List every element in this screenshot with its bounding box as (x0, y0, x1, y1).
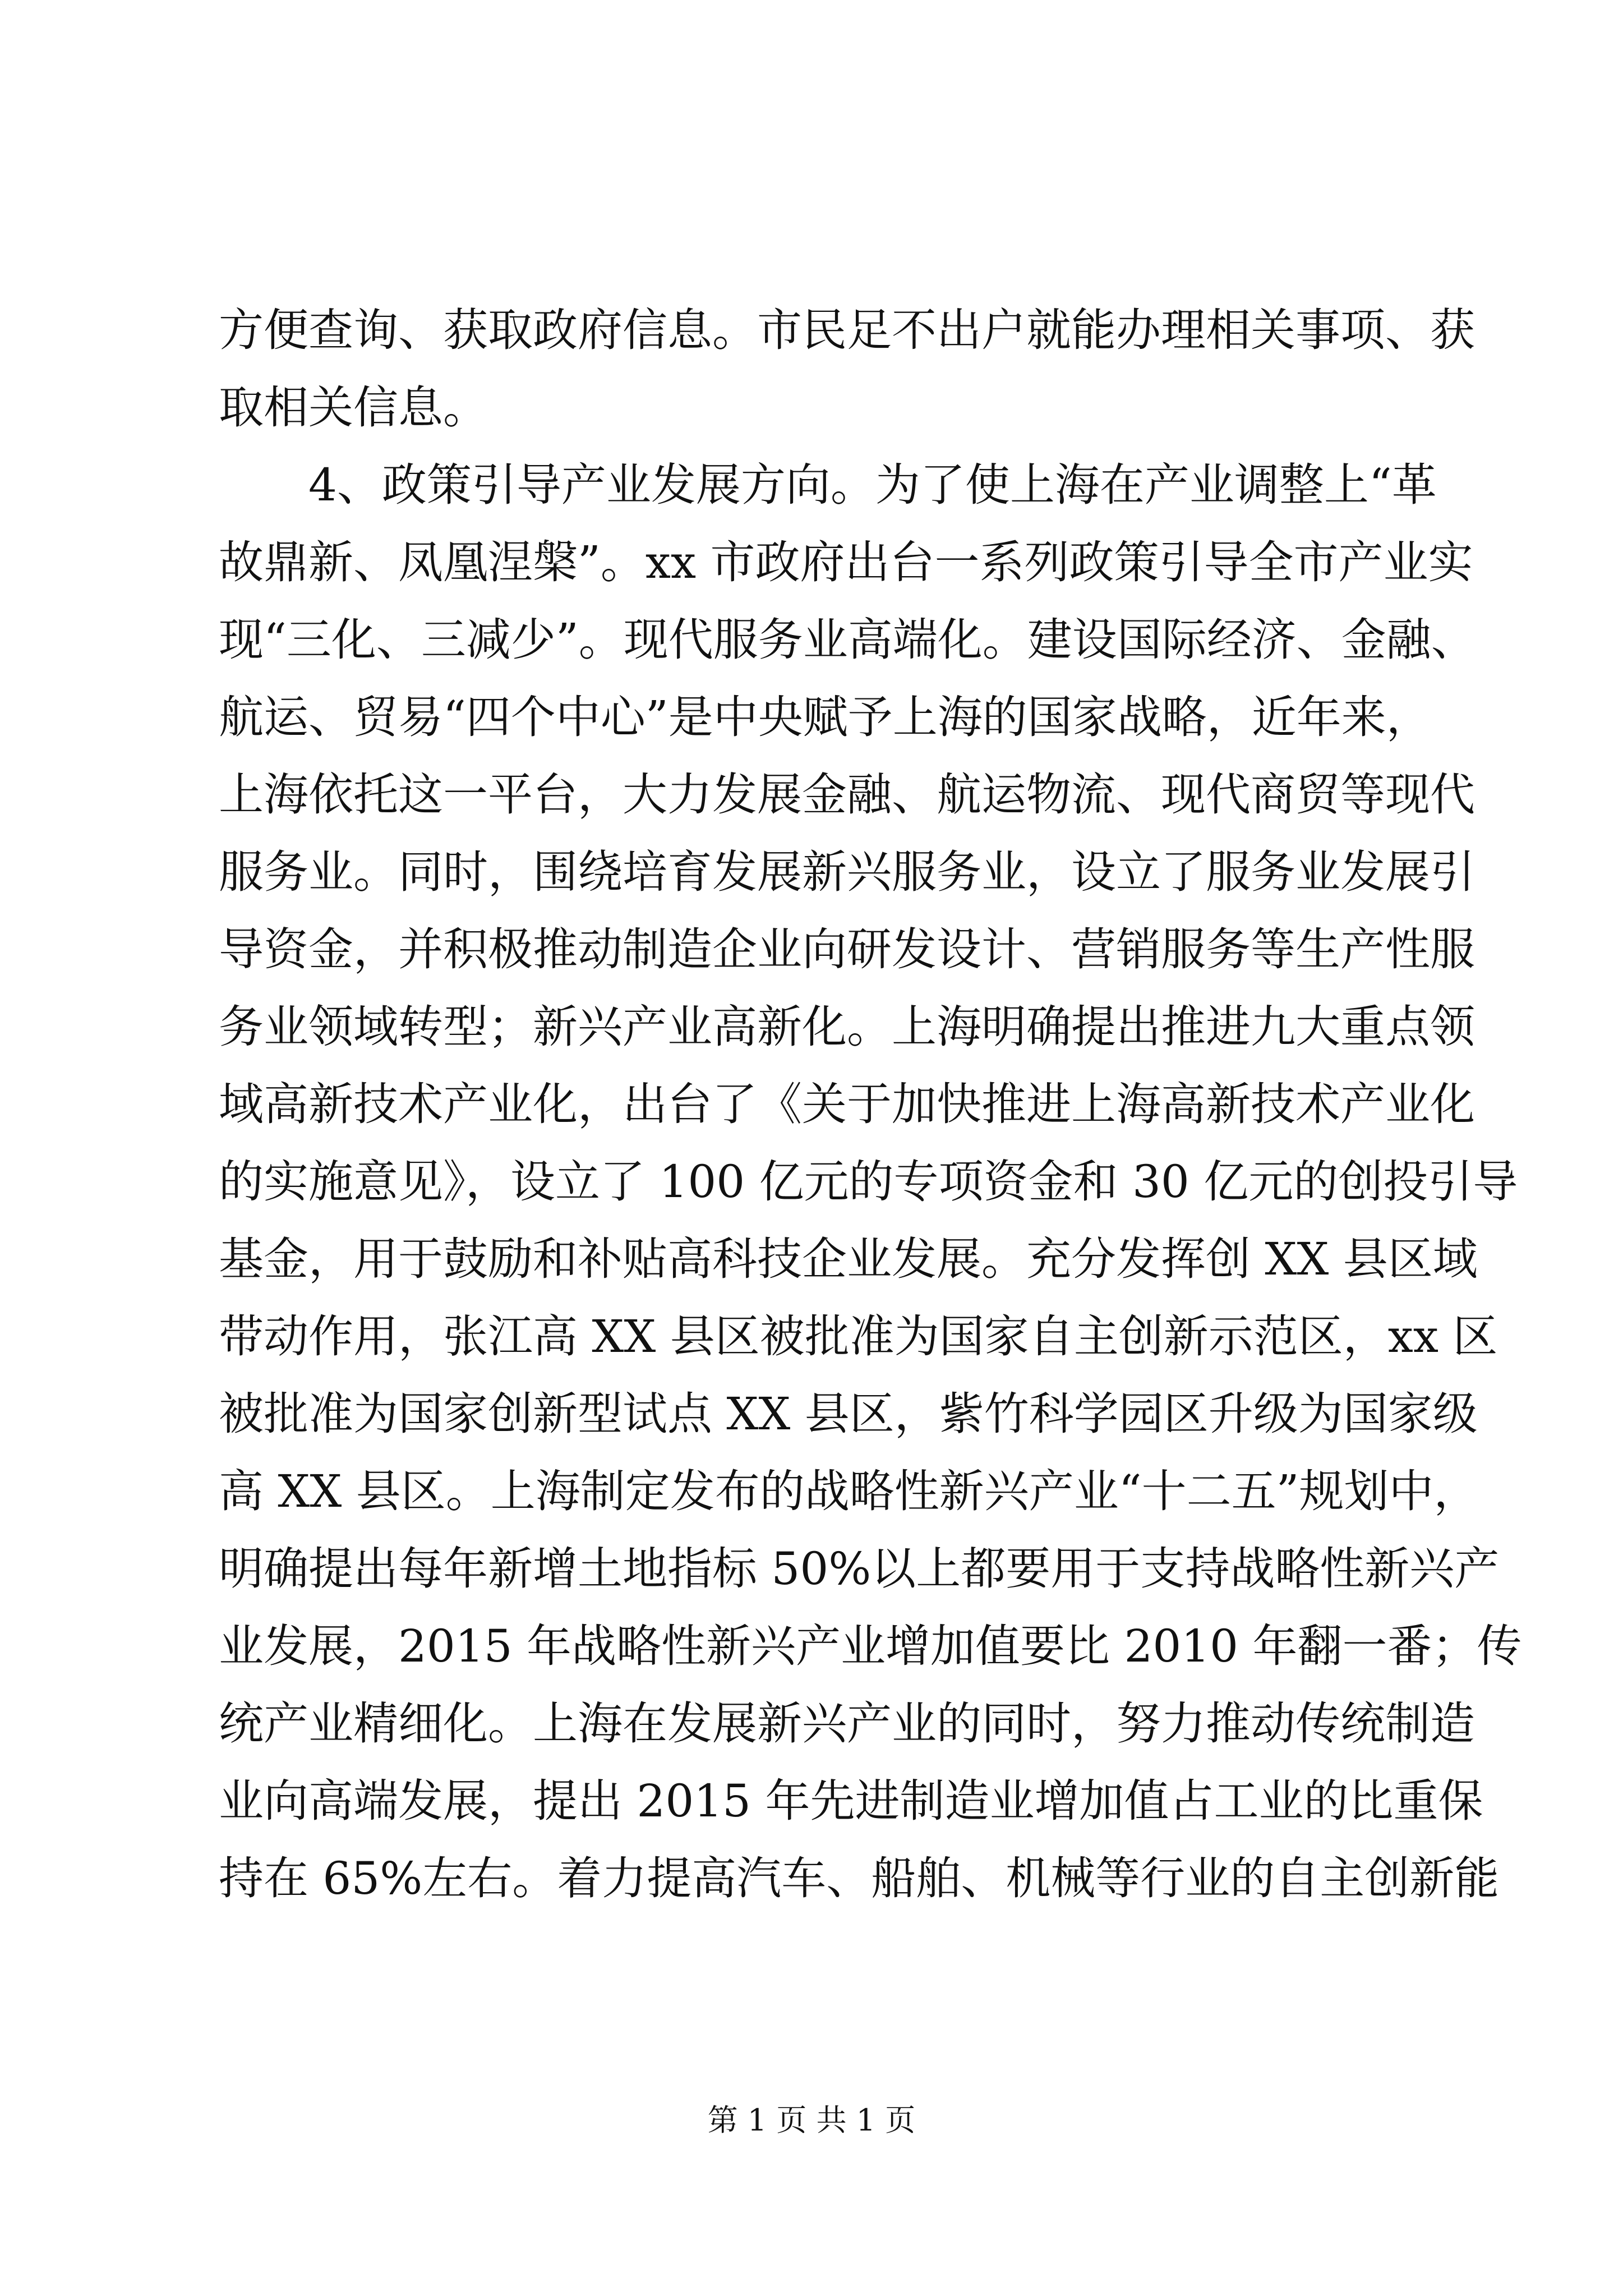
text-line: 导资金，并积极推动制造企业向研发设计、营销服务等生产性服 (219, 923, 1475, 976)
text-line: 基金，用于鼓励和补贴高科技企业发展。充分发挥创 XX 县区域 (219, 1233, 1478, 1285)
text-line: 明确提出每年新增土地指标 50%以上都要用于支持战略性新兴产 (219, 1543, 1500, 1595)
text-line: 域高新技术产业化，出台了《关于加快推进上海高新技术产业化 (219, 1078, 1475, 1130)
text-line: 服务业。同时，围绕培育发展新兴服务业，设立了服务业发展引 (219, 846, 1475, 898)
text-line: 上海依托这一平台，大力发展金融、航运物流、现代商贸等现代 (219, 769, 1475, 821)
body-text (219, 292, 1522, 1917)
text-line: 高 XX 县区。上海制定发布的战略性新兴产业“十二五”规划中， (219, 1465, 1479, 1517)
text-line: 取相关信息。 (219, 381, 488, 434)
text-line: 被批准为国家创新型试点 XX 县区，紫竹科学园区升级为国家级 (219, 1388, 1478, 1440)
text-line: 带动作用，张江高 XX 县区被批准为国家自主创新示范区，xx 区 (219, 1310, 1498, 1363)
text-line: 故鼎新、凤凰涅槃”。xx 市政府出台一系列政策引导全市产业实 (219, 536, 1473, 588)
text-line: 方便查询、获取政府信息。市民足不出户就能办理相关事项、获 (219, 304, 1475, 356)
paragraph-start-line: 4、政策引导产业发展方向。为了使上海在产业调整上“革 (308, 459, 1437, 511)
text-line: 现“三化、三减少”。现代服务业高端化。建设国际经济、金融、 (219, 614, 1476, 666)
text-line: 业向高端发展，提出 2015 年先进制造业增加值占工业的比重保 (219, 1775, 1483, 1827)
text-line: 的实施意见》，设立了 100 亿元的专项资金和 30 亿元的创投引导 (219, 1156, 1518, 1208)
text-line: 持在 65%左右。着力提高汽车、船舶、机械等行业的自主创新能 (219, 1852, 1500, 1904)
page-footer: 第 1 页 共 1 页 (707, 2102, 916, 2138)
text-line: 航运、贸易“四个中心”是中央赋予上海的国家战略，近年来， (219, 691, 1431, 743)
text-line: 务业领域转型；新兴产业高新化。上海明确提出推进九大重点领 (219, 1001, 1475, 1053)
text-line: 业发展，2015 年战略性新兴产业增加值要比 2010 年翻一番；传 (219, 1620, 1522, 1672)
text-line: 统产业精细化。上海在发展新兴产业的同时，努力推动传统制造 (219, 1697, 1475, 1750)
